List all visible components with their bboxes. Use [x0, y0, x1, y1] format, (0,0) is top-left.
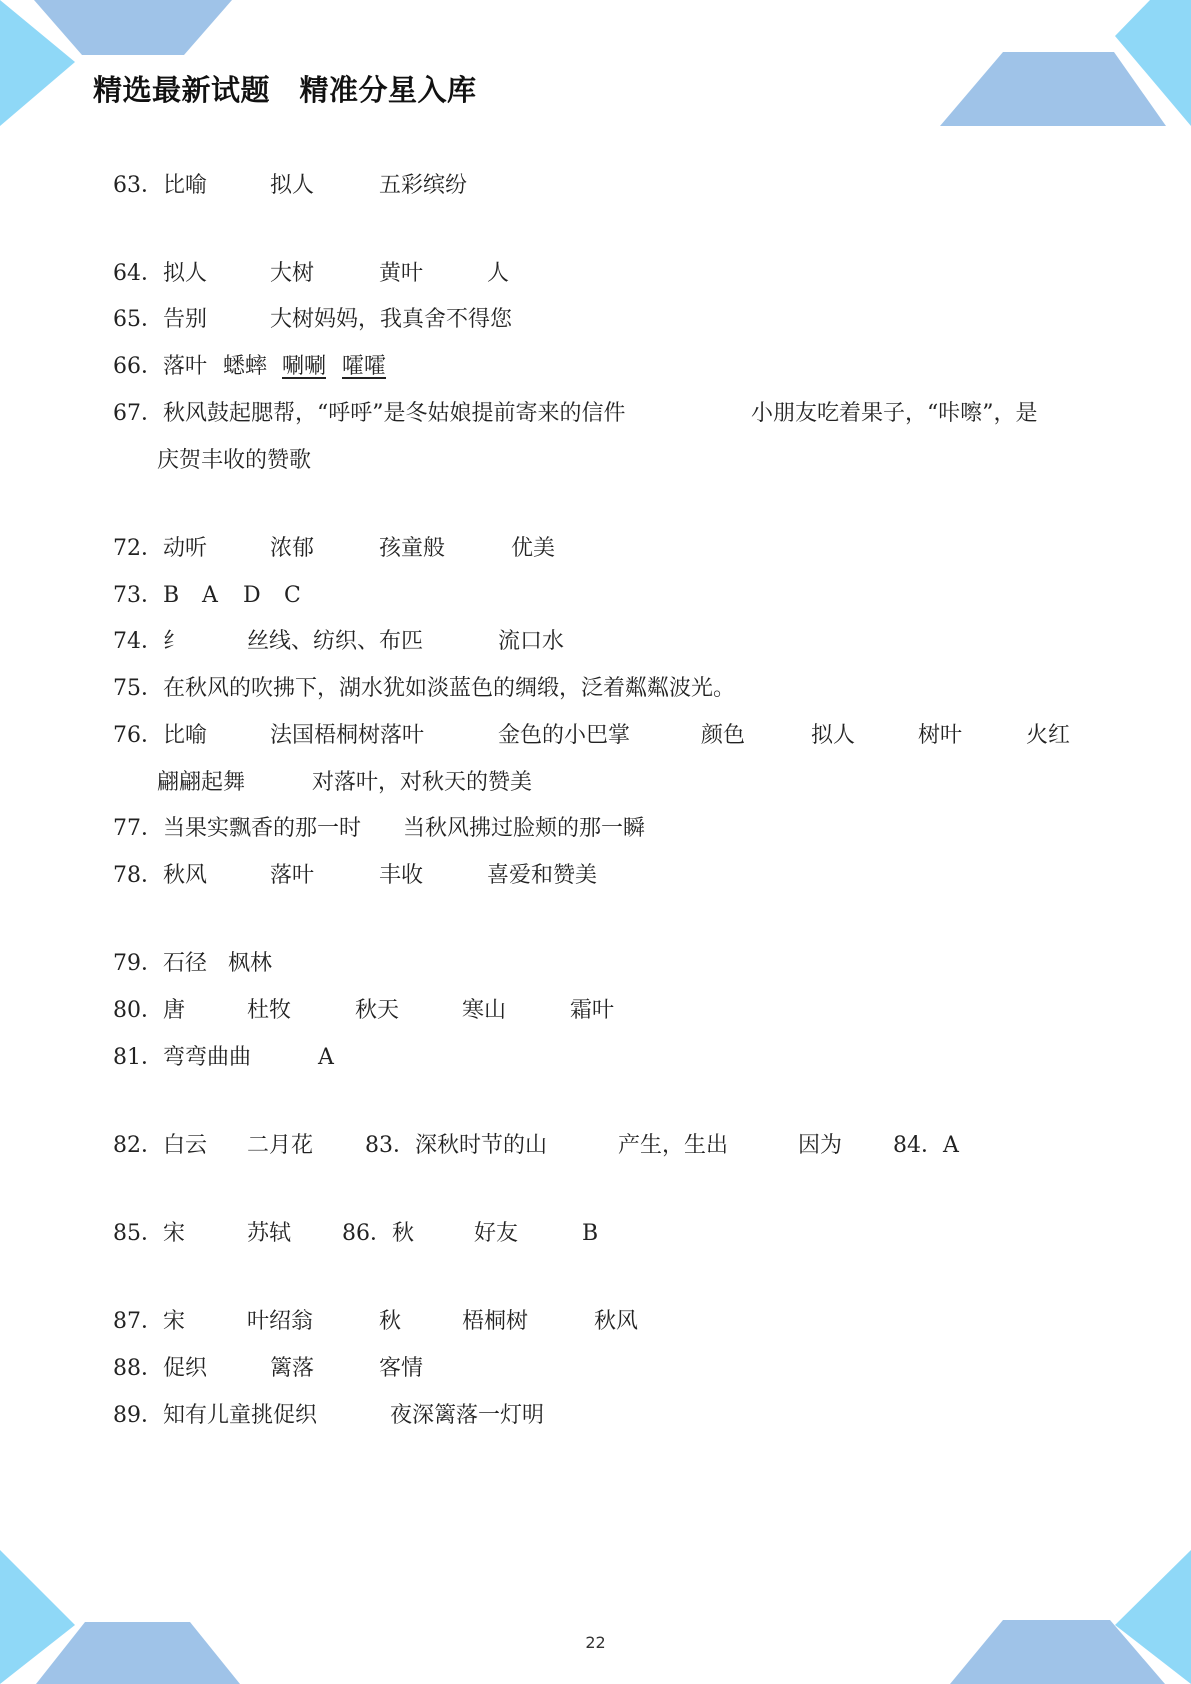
page-number: 22 — [585, 1633, 606, 1652]
answer-part: 好友 — [474, 1221, 519, 1246]
answer-part: 因为 — [798, 1133, 843, 1158]
answer-part: 秋 — [379, 1309, 402, 1334]
answer-part: 人 — [487, 261, 510, 286]
answer-part: 65．告别 — [113, 307, 207, 332]
answer-part: 75．在秋风的吹拂下，湖水犹如淡蓝色的绸缎，泛着粼粼波光。 — [113, 676, 735, 701]
answer-part: 叶绍翁 — [247, 1309, 314, 1334]
answer-part: 唰唰 — [282, 354, 327, 379]
answer-part: 89．知有儿童挑促织 — [113, 1403, 317, 1428]
answer-part: 74．纟 — [113, 629, 185, 654]
answer-part: 66．落叶 — [113, 354, 207, 379]
answer-part: 孩童般 — [379, 536, 446, 561]
top-left-trapezoid — [34, 0, 232, 55]
answer-part: 83．深秋时节的山 — [365, 1133, 547, 1158]
answer-part: 法国梧桐树落叶 — [270, 723, 425, 748]
answer-part: 优美 — [511, 536, 556, 561]
answer-part: 庆贺丰收的赞歌 — [157, 448, 312, 473]
answer-part: 87．宋 — [113, 1309, 185, 1334]
answer-part: 77．当果实飘香的那一时 — [113, 816, 361, 841]
answer-part: 小朋友吃着果子，“咔嚓”，是 — [751, 401, 1038, 426]
answer-part: 78．秋风 — [113, 863, 207, 888]
answer-part: 85．宋 — [113, 1221, 185, 1246]
answer-part: 嚯嚯 — [342, 354, 387, 379]
answer-part: 流口水 — [498, 629, 565, 654]
answer-part: B — [582, 1221, 599, 1246]
answer-part: 80．唐 — [113, 998, 185, 1023]
answer-part: 84．A — [893, 1133, 959, 1158]
answer-part: 81．弯弯曲曲 — [113, 1045, 251, 1070]
answer-part: 枫林 — [228, 951, 273, 976]
answer-part: 金色的小巴掌 — [498, 723, 631, 748]
answer-part: 82．白云 — [113, 1133, 207, 1158]
answer-part: A — [318, 1045, 334, 1070]
answer-part: 颜色 — [701, 723, 746, 748]
answer-part: 88．促织 — [113, 1356, 207, 1381]
answer-part: 86．秋 — [342, 1221, 414, 1246]
page-header-title: 精选最新试题 精准分星入库 — [93, 73, 477, 107]
answer-part: 梧桐树 — [462, 1309, 529, 1334]
answer-part: 对落叶，对秋天的赞美 — [312, 770, 533, 795]
answer-part: 篱落 — [270, 1356, 315, 1381]
answer-part: 丝线、纺织、布匹 — [247, 629, 424, 654]
answer-part: 大树 — [270, 261, 315, 286]
answer-part: 拟人 — [811, 723, 856, 748]
answer-part: 浓郁 — [270, 536, 315, 561]
answer-part: 76．比喻 — [113, 723, 207, 748]
footer-decoration — [0, 1540, 1191, 1684]
answer-part: 79．石径 — [113, 951, 207, 976]
answer-part: 64．拟人 — [113, 261, 207, 286]
answer-part: 产生，生出 — [618, 1133, 729, 1158]
answer-part: 秋天 — [355, 998, 400, 1023]
answer-part: 73．B — [113, 583, 180, 608]
answer-part: 客情 — [379, 1356, 424, 1381]
answer-part: 当秋风拂过脸颊的那一瞬 — [403, 816, 646, 841]
answer-part: 63．比喻 — [113, 173, 207, 198]
answer-part: 67．秋风鼓起腮帮，“呼呼”是冬姑娘提前寄来的信件 — [113, 401, 626, 426]
answer-part: 丰收 — [379, 863, 424, 888]
answer-part: 蟋蟀 — [223, 354, 268, 379]
answer-part: 五彩缤纷 — [379, 173, 468, 198]
answer-part: 大树妈妈，我真舍不得您 — [270, 307, 513, 332]
answer-part: 夜深篱落一灯明 — [390, 1403, 545, 1428]
answer-part: 翩翩起舞 — [157, 770, 246, 795]
answer-part: 秋风 — [594, 1309, 639, 1334]
answer-part: 霜叶 — [570, 998, 615, 1023]
answer-part: C — [284, 583, 301, 608]
answer-part: 寒山 — [462, 998, 507, 1023]
answer-part: 拟人 — [270, 173, 315, 198]
answer-part: A — [202, 583, 218, 608]
answer-part: 二月花 — [247, 1133, 314, 1158]
answer-part: 杜牧 — [247, 998, 292, 1023]
answer-part: 苏轼 — [247, 1221, 292, 1246]
answer-part: 树叶 — [918, 723, 963, 748]
answer-part: 火红 — [1026, 723, 1071, 748]
top-right-trapezoid — [940, 52, 1166, 126]
answer-part: D — [243, 583, 261, 608]
answer-part: 72．动听 — [113, 536, 207, 561]
answer-part: 黄叶 — [379, 261, 424, 286]
answer-part: 落叶 — [270, 863, 315, 888]
answer-part: 喜爱和赞美 — [487, 863, 598, 888]
